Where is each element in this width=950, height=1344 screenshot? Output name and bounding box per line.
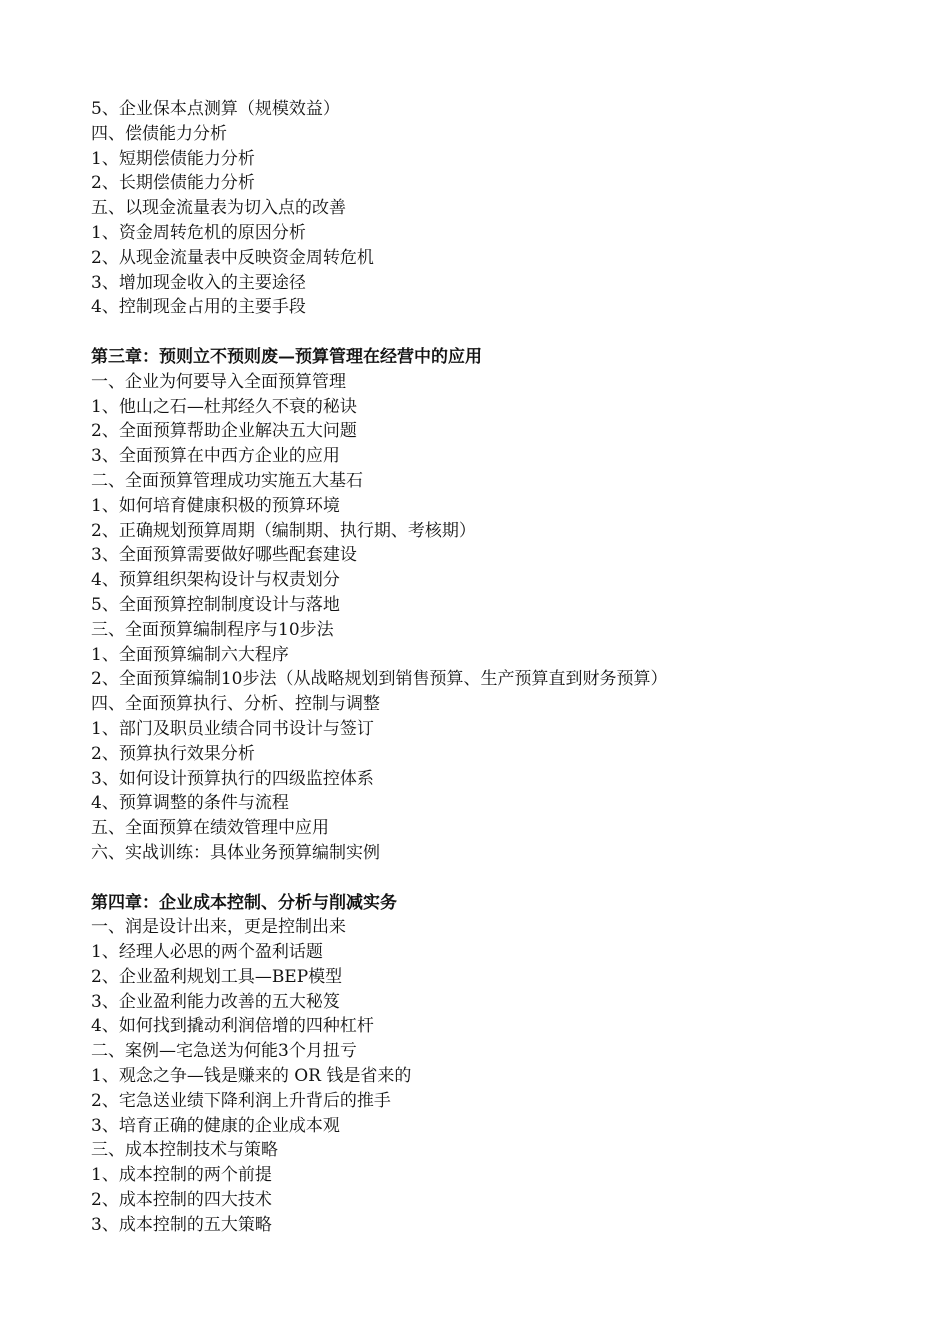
outline-item: 二、案例—宅急送为何能3个月扭亏	[91, 1041, 357, 1062]
outline-item: 1、观念之争—钱是赚来的 OR 钱是省来的	[91, 1066, 412, 1087]
outline-item: 三、成本控制技术与策略	[91, 1140, 278, 1161]
outline-item: 五、全面预算在绩效管理中应用	[91, 818, 329, 839]
outline-item: 3、如何设计预算执行的四级监控体系	[91, 768, 374, 789]
section-spacer	[91, 866, 911, 891]
outline-item: 1、资金周转危机的原因分析	[91, 222, 306, 243]
outline-item: 3、培育正确的健康的企业成本观	[91, 1115, 340, 1136]
outline-item: 1、全面预算编制六大程序	[91, 644, 289, 665]
outline-item: 1、成本控制的两个前提	[91, 1165, 272, 1186]
outline-item: 2、成本控制的四大技术	[91, 1190, 272, 1211]
outline-item: 二、全面预算管理成功实施五大基石	[91, 470, 363, 491]
outline-item: 三、全面预算编制程序与10步法	[91, 619, 334, 640]
section-spacer	[91, 320, 911, 345]
outline-item: 一、润是设计出来，更是控制出来	[91, 917, 346, 938]
outline-item: 1、短期偿债能力分析	[91, 148, 255, 169]
outline-item: 5、全面预算控制制度设计与落地	[91, 594, 340, 615]
chapter-heading: 第三章：预则立不预则废—预算管理在经营中的应用	[91, 346, 482, 367]
outline-item: 3、全面预算需要做好哪些配套建设	[91, 545, 357, 566]
outline-item: 六、实战训练：具体业务预算编制实例	[91, 842, 380, 863]
outline-item: 5、企业保本点测算（规模效益）	[91, 99, 340, 119]
outline-item: 4、预算调整的条件与流程	[91, 793, 289, 814]
outline-item: 3、成本控制的五大策略	[91, 1214, 272, 1235]
outline-item: 1、部门及职员业绩合同书设计与签订	[91, 718, 374, 739]
outline-item: 2、企业盈利规划工具—BEP模型	[91, 966, 343, 987]
outline-item: 2、宅急送业绩下降利润上升背后的推手	[91, 1090, 391, 1111]
outline-item: 1、他山之石—杜邦经久不衰的秘诀	[91, 396, 357, 417]
outline-item: 4、控制现金占用的主要手段	[91, 297, 306, 318]
outline-item: 3、全面预算在中西方企业的应用	[91, 446, 340, 467]
outline-item: 2、正确规划预算周期（编制期、执行期、考核期）	[91, 520, 476, 541]
outline-item: 4、预算组织架构设计与权责划分	[91, 570, 340, 591]
outline-item: 2、全面预算帮助企业解决五大问题	[91, 421, 357, 442]
outline-item: 四、偿债能力分析	[91, 123, 227, 144]
outline-item: 1、经理人必思的两个盈利话题	[91, 942, 323, 963]
document-page	[91, 97, 911, 1238]
outline-item: 2、预算执行效果分析	[91, 743, 255, 764]
outline-item: 2、全面预算编制10步法（从战略规划到销售预算、生产预算直到财务预算）	[91, 669, 668, 690]
outline-item: 一、企业为何要导入全面预算管理	[91, 371, 346, 392]
outline-item: 4、如何找到撬动利润倍增的四种杠杆	[91, 1016, 374, 1037]
outline-item: 五、以现金流量表为切入点的改善	[91, 198, 346, 219]
outline-item: 四、全面预算执行、分析、控制与调整	[91, 694, 380, 715]
outline-item: 2、长期偿债能力分析	[91, 173, 255, 194]
outline-item: 3、企业盈利能力改善的五大秘笈	[91, 991, 340, 1012]
outline-item: 1、如何培育健康积极的预算环境	[91, 495, 340, 516]
outline-item: 3、增加现金收入的主要途径	[91, 272, 306, 293]
chapter-heading: 第四章：企业成本控制、分析与削减实务	[91, 892, 397, 913]
outline-item: 2、从现金流量表中反映资金周转危机	[91, 247, 374, 268]
